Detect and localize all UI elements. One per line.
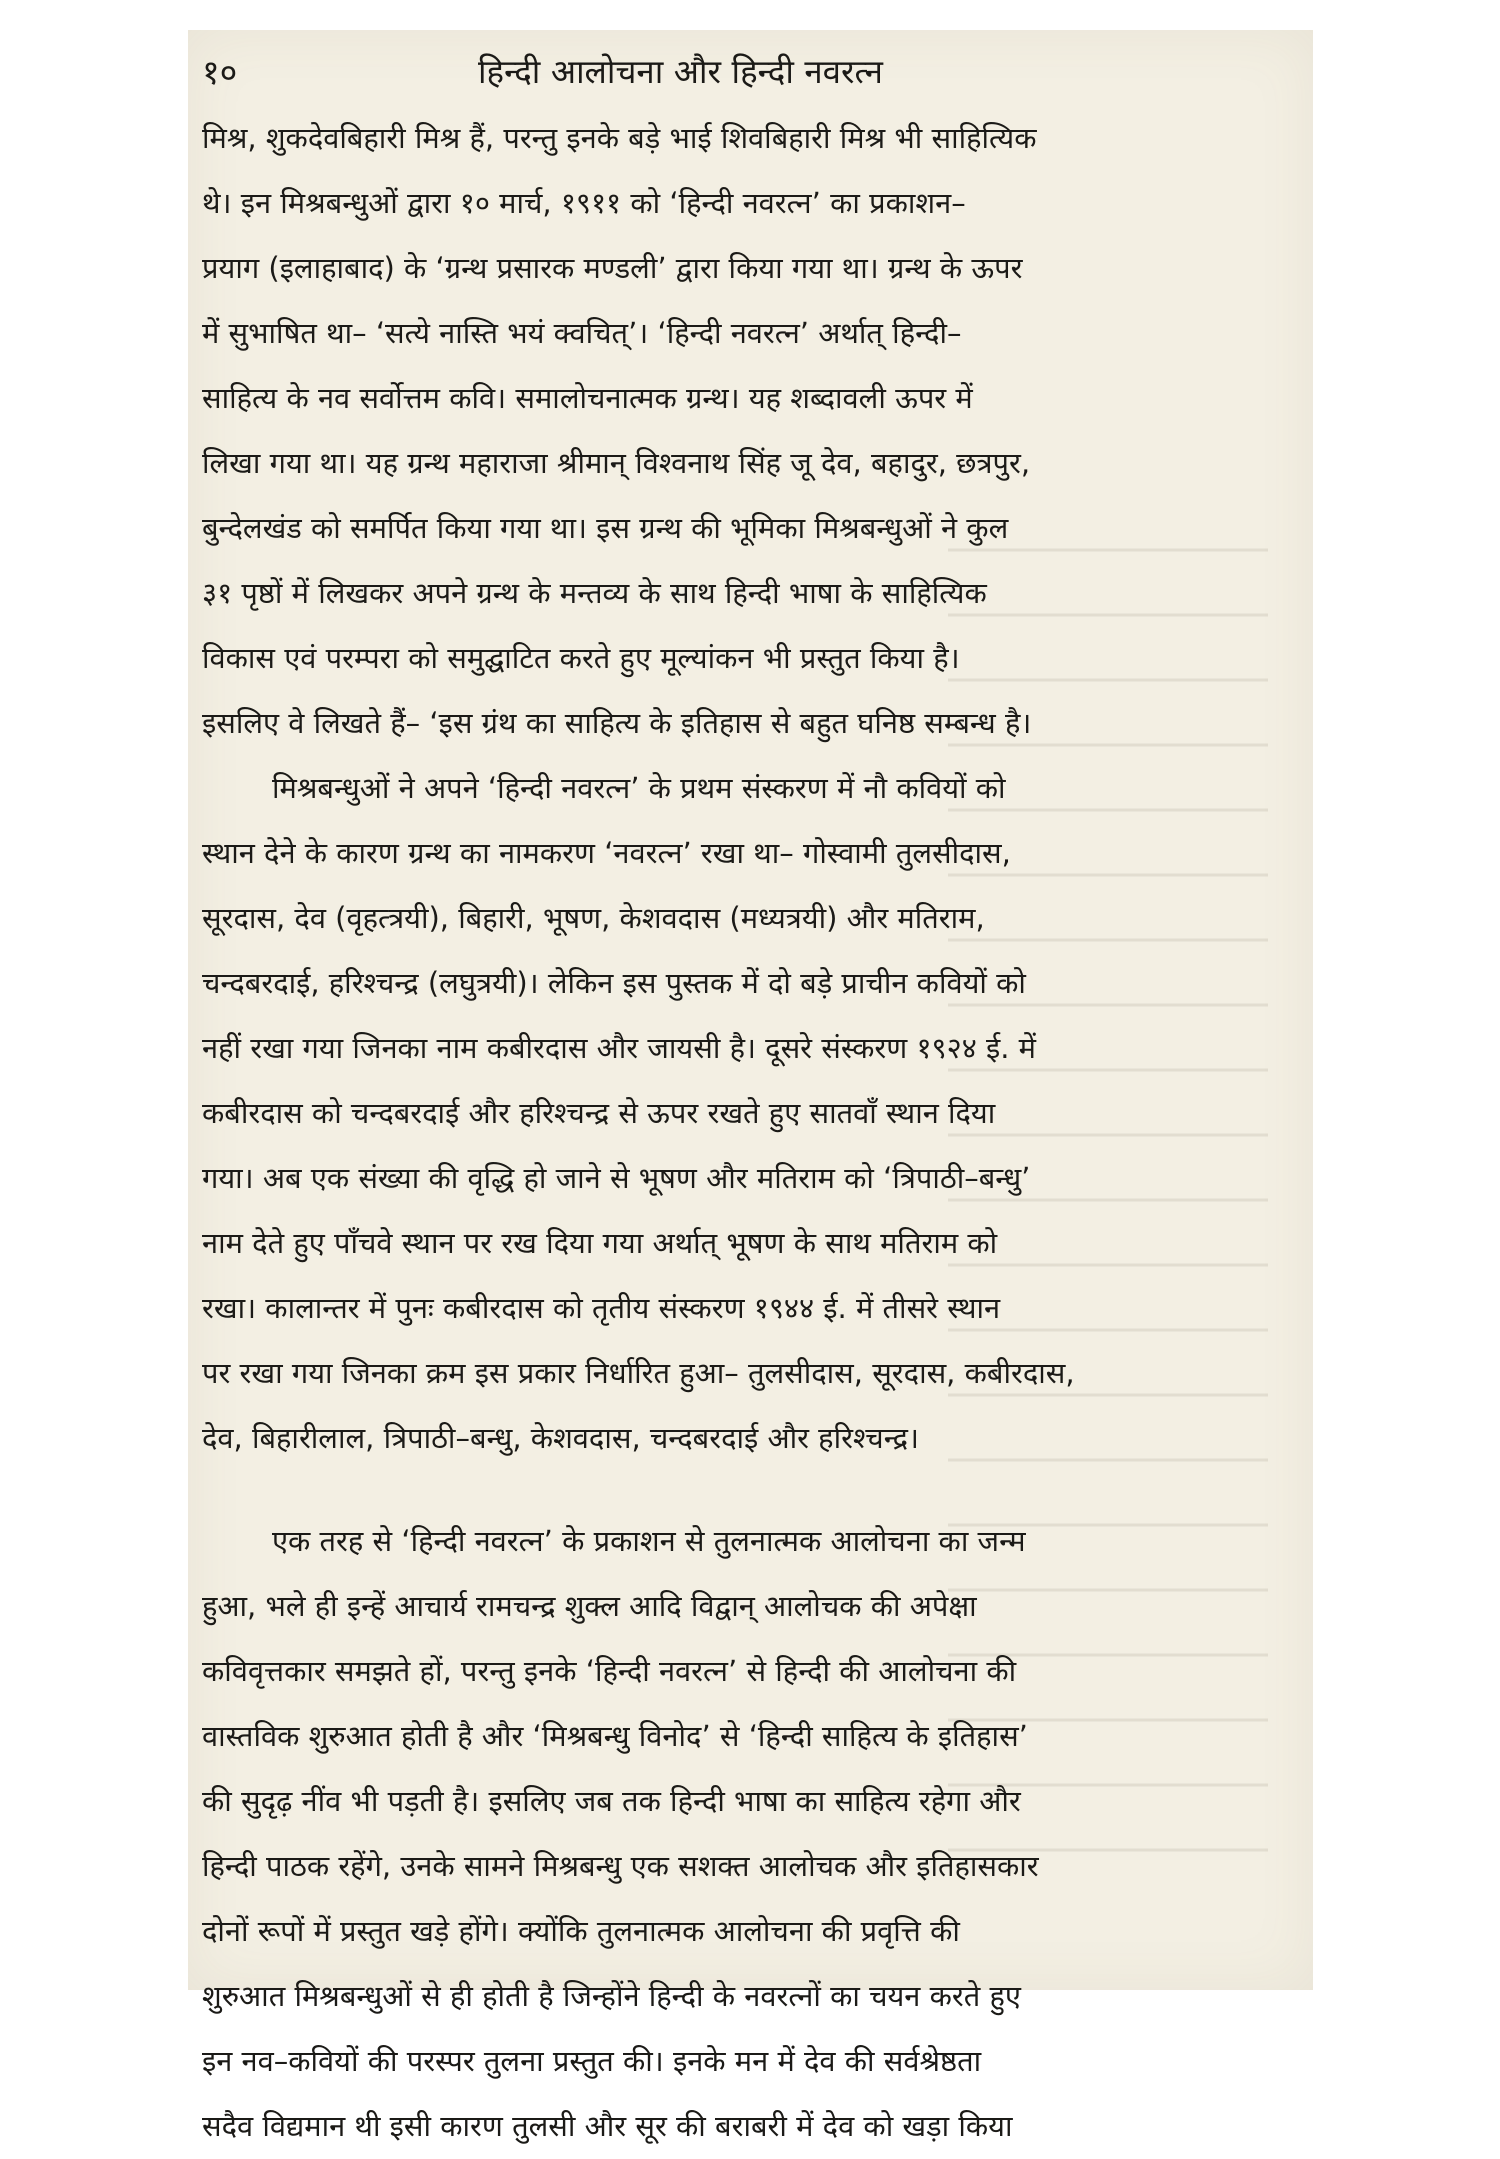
text-line: मिश्र, शुकदेवबिहारी मिश्र हैं, परन्तु इनके बड़े भाई शिवबिहारी मिश्र भी साहित्यिक [202, 121, 1037, 155]
page-header [188, 42, 1313, 102]
text-line: इसलिए वे लिखते हैं– ‘इस ग्रंथ का साहित्य के इतिहास से बहुत घनिष्ठ सम्बन्ध है। [202, 706, 1032, 740]
text-line: स्थान देने के कारण ग्रन्थ का नामकरण ‘नवरत्न’ रखा था– गोस्वामी तुलसीदास, [202, 836, 1011, 870]
text-line: हुआ, भले ही इन्हें आचार्य रामचन्द्र शुक्ल आदि विद्वान् आलोचक की अपेक्षा [202, 1589, 977, 1623]
text-line: एक तरह से ‘हिन्दी नवरत्न’ के प्रकाशन से तुलनात्मक आलोचना का जन्म [272, 1524, 1026, 1558]
text-line: देव, बिहारीलाल, त्रिपाठी–बन्धु, केशवदास, चन्दबरदाई और हरिश्चन्द्र। [202, 1421, 920, 1455]
text-line: पर रखा गया जिनका क्रम इस प्रकार निर्धारित हुआ– तुलसीदास, सूरदास, कबीरदास, [202, 1356, 1075, 1390]
text-line: साहित्य के नव सर्वोत्तम कवि। समालोचनात्मक ग्रन्थ। यह शब्दावली ऊपर में [202, 381, 973, 415]
text-line: रखा। कालान्तर में पुनः कबीरदास को तृतीय संस्करण १९४४ ई. में तीसरे स्थान [202, 1291, 1001, 1325]
paragraph-1 [202, 106, 1287, 756]
text-line: सूरदास, देव (वृहत्त्रयी), बिहारी, भूषण, केशवदास (मध्यत्रयी) और मतिराम, [202, 901, 985, 935]
text-line: नहीं रखा गया जिनका नाम कबीरदास और जायसी है। दूसरे संस्करण १९२४ ई. में [202, 1031, 1037, 1065]
text-line: शुरुआत मिश्रबन्धुओं से ही होती है जिन्होंने हिन्दी के नवरत्नों का चयन करते हुए [202, 1979, 1021, 2013]
body-text [202, 106, 1287, 2159]
text-line: प्रयाग (इलाहाबाद) के ‘ग्रन्थ प्रसारक मण्डली’ द्वारा किया गया था। ग्रन्थ के ऊपर [202, 251, 1023, 285]
text-line: नाम देते हुए पाँचवे स्थान पर रख दिया गया अर्थात् भूषण के साथ मतिराम को [202, 1226, 998, 1260]
text-line: मिश्रबन्धुओं ने अपने ‘हिन्दी नवरत्न’ के प्रथम संस्करण में नौ कवियों को [272, 771, 1006, 805]
text-line: थे। इन मिश्रबन्धुओं द्वारा १० मार्च, १९११ को ‘हिन्दी नवरत्न’ का प्रकाशन– [202, 186, 966, 220]
paragraph-spacer [202, 1471, 1287, 1509]
page-number: १० [202, 53, 238, 93]
text-line: वास्तविक शुरुआत होती है और ‘मिश्रबन्धु विनोद’ से ‘हिन्दी साहित्य के इतिहास’ [202, 1719, 1028, 1753]
text-line: कबीरदास को चन्दबरदाई और हरिश्चन्द्र से ऊपर रखते हुए सातवाँ स्थान दिया [202, 1096, 996, 1130]
text-line: लिखा गया था। यह ग्रन्थ महाराजा श्रीमान् विश्वनाथ सिंह जू देव, बहादुर, छत्रपुर, [202, 446, 1031, 480]
text-line: विकास एवं परम्परा को समुद्घाटित करते हुए मूल्यांकन भी प्रस्तुत किया है। [202, 641, 960, 675]
text-line: हिन्दी पाठक रहेंगे, उनके सामने मिश्रबन्धु एक सशक्त आलोचक और इतिहासकार [202, 1849, 1039, 1883]
text-line: कविवृत्तकार समझते हों, परन्तु इनके ‘हिन्दी नवरत्न’ से हिन्दी की आलोचना की [202, 1654, 1017, 1688]
text-line: की सुदृढ़ नींव भी पड़ती है। इसलिए जब तक हिन्दी भाषा का साहित्य रहेगा और [202, 1784, 1021, 1818]
paragraph-3 [202, 1509, 1287, 2159]
text-line: में सुभाषित था– ‘सत्ये नास्ति भयं क्वचित्’। ‘हिन्दी नवरत्न’ अर्थात् हिन्दी– [202, 316, 962, 350]
book-page [188, 30, 1313, 2143]
paragraph-2 [202, 756, 1287, 1471]
text-line: इन नव–कवियों की परस्पर तुलना प्रस्तुत की। इनके मन में देव की सर्वश्रेष्ठता [202, 2044, 982, 2078]
text-line: बुन्देलखंड को समर्पित किया गया था। इस ग्रन्थ की भूमिका मिश्रबन्धुओं ने कुल [202, 511, 1009, 545]
running-title: हिन्दी आलोचना और हिन्दी नवरत्न [478, 52, 883, 91]
text-line: सदैव विद्यमान थी इसी कारण तुलसी और सूर की बराबरी में देव को खड़ा किया [202, 2109, 1013, 2143]
text-line: चन्दबरदाई, हरिश्चन्द्र (लघुत्रयी)। लेकिन इस पुस्तक में दो बड़े प्राचीन कवियों को [202, 966, 1026, 1000]
text-line: ३१ पृष्ठों में लिखकर अपने ग्रन्थ के मन्तव्य के साथ हिन्दी भाषा के साहित्यिक [202, 576, 987, 610]
text-line: दोनों रूपों में प्रस्तुत खड़े होंगे। क्योंकि तुलनात्मक आलोचना की प्रवृत्ति की [202, 1914, 960, 1948]
text-line: गया। अब एक संख्या की वृद्धि हो जाने से भूषण और मतिराम को ‘त्रिपाठी–बन्धु’ [202, 1161, 1031, 1195]
